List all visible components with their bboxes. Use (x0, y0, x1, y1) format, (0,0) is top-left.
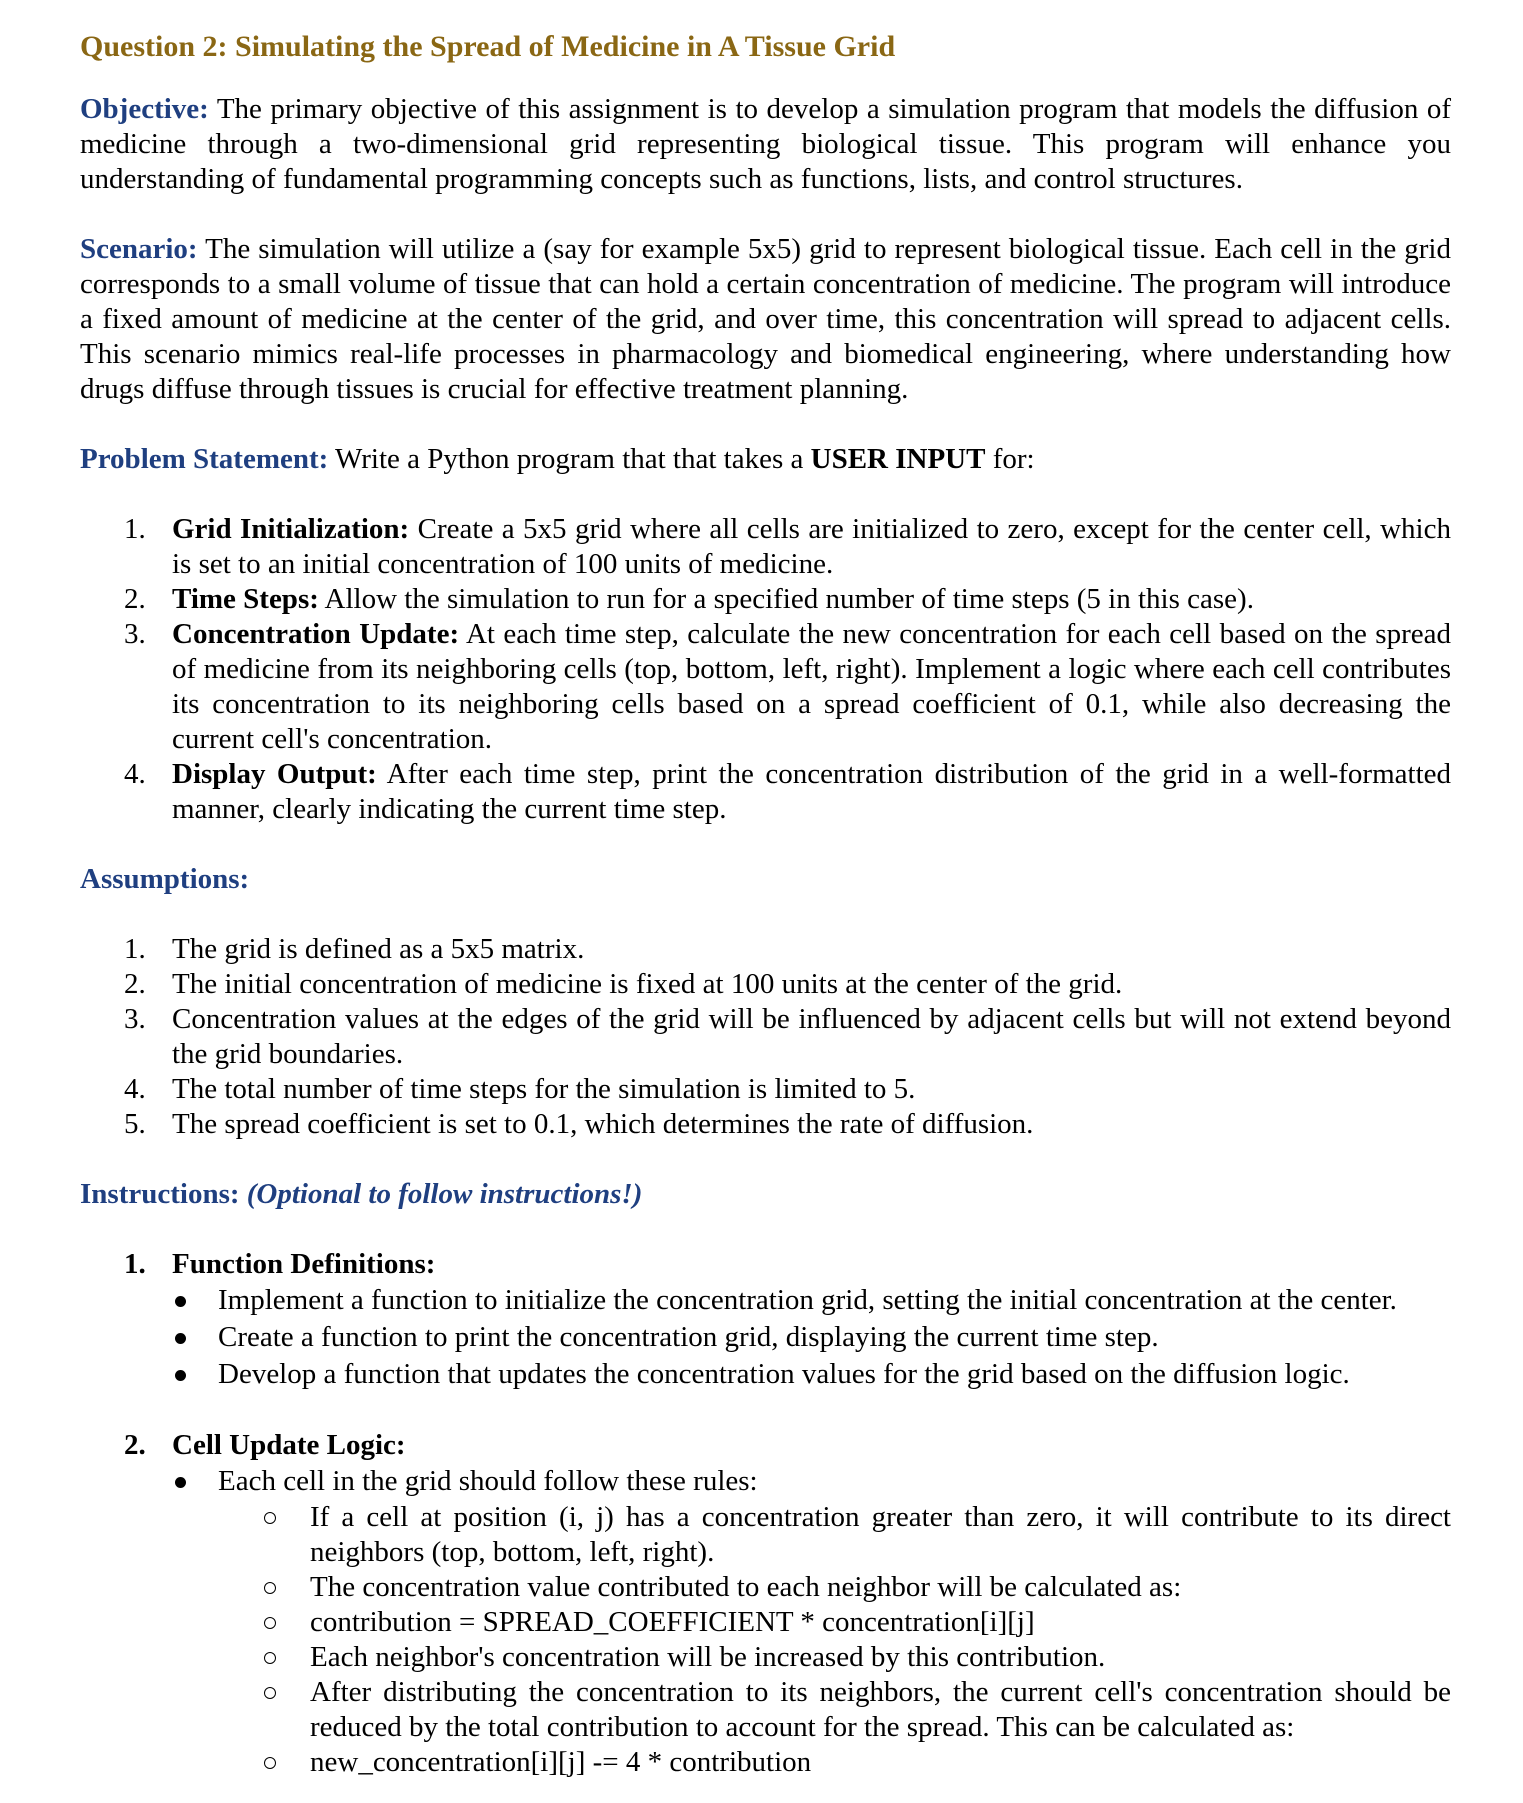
scenario-paragraph (80, 232, 1451, 407)
problem-statement-label: Problem Statement: (80, 443, 329, 475)
circle-bullet-icon (264, 1652, 276, 1664)
objective-label: Objective: (80, 93, 209, 125)
list-number: 3. (124, 618, 146, 650)
list-item (80, 582, 1451, 617)
list-number: 3. (124, 1003, 146, 1035)
requirement-text: At each time step, calculate the new concentration for each cell based on the spread of medicine from its neighboring cells (top, bottom, left, right). Implement a logic where each cell contributes its concentration to its neighboring cells based on a spread coefficient of 0.1, while also decreasing the current cell's concentration. (172, 618, 1451, 755)
function-definitions-bullets (80, 1282, 1451, 1393)
bullet-icon (175, 1370, 186, 1381)
requirement-term: Display Output: (172, 758, 377, 790)
requirement-text: After each time step, print the concentration distribution of the grid in a well-formatted manner, clearly indicating the current time step. (172, 758, 1451, 825)
rule-text: After distributing the concentration to its neighbors, the current cell's concentration should be reduced by the total contribution to account for the spread. This can be calculated as: (310, 1676, 1451, 1743)
section-number: 2. (124, 1429, 146, 1461)
list-item (80, 932, 1451, 967)
rule-text: If a cell at position (i, j) has a concentration greater than zero, it will contribute to its direct neighbors (top, bottom, left, right). (310, 1501, 1451, 1568)
cell-update-rules (80, 1500, 1451, 1780)
requirement-term: Time Steps: (172, 583, 319, 615)
assumption-text: The total number of time steps for the simulation is limited to 5. (172, 1073, 916, 1105)
question-title: Question 2: Simulating the Spread of Medicine in A Tissue Grid (80, 30, 896, 63)
circle-bullet-icon (264, 1512, 276, 1524)
assumption-text: The grid is defined as a 5x5 matrix. (172, 933, 585, 965)
instructions-heading (80, 1177, 1451, 1212)
rule-text: The concentration value contributed to each neighbor will be calculated as: (310, 1571, 1182, 1603)
section-title: Cell Update Logic: (172, 1429, 406, 1461)
requirement-term: Grid Initialization: (172, 513, 410, 545)
problem-statement-paragraph (80, 442, 1451, 477)
list-item (80, 1605, 1451, 1640)
bullet-icon (175, 1333, 186, 1344)
list-number: 1. (124, 513, 146, 545)
objective-text: The primary objective of this assignment is to develop a simulation program that models the diffusion of medicine through a two-dimensional grid representing biological tissue. This program will enhance you understanding of fundamental programming concepts such as functions, lists, and control structures. (80, 93, 1451, 195)
bullet-text: Develop a function that updates the concentration values for the grid based on the diffusion logic. (218, 1358, 1350, 1390)
instructions-section-function-definitions (80, 1247, 1451, 1393)
problem-statement-text-end: for: (985, 443, 1035, 475)
bullet-text: Create a function to print the concentration grid, displaying the current time step. (218, 1321, 1159, 1353)
problem-statement-text: Write a Python program that that takes a (328, 443, 811, 475)
list-item (80, 1463, 1451, 1500)
scenario-label: Scenario: (80, 233, 198, 265)
assumption-text: Concentration values at the edges of the grid will be influenced by adjacent cells but will not extend beyond the grid boundaries. (172, 1003, 1451, 1070)
bullet-icon (175, 1477, 186, 1488)
assumptions-heading (80, 862, 1451, 897)
instructions-section-cell-update-logic (80, 1428, 1451, 1780)
circle-bullet-icon (264, 1617, 276, 1629)
circle-bullet-icon (264, 1757, 276, 1769)
list-number: 4. (124, 758, 146, 790)
cell-update-bullets (80, 1463, 1451, 1500)
instructions-label: Instructions: (80, 1178, 240, 1210)
list-item (80, 1675, 1451, 1745)
list-item (80, 1282, 1451, 1319)
list-item (80, 757, 1451, 827)
rule-text: contribution = SPREAD_COEFFICIENT * concentration[i][j] (310, 1606, 1035, 1638)
assumption-text: The spread coefficient is set to 0.1, which determines the rate of diffusion. (172, 1108, 1034, 1140)
rule-text: new_concentration[i][j] -= 4 * contribution (310, 1746, 812, 1778)
bullet-icon (175, 1296, 186, 1307)
assumptions-label: Assumptions: (80, 863, 250, 895)
list-item (80, 1319, 1451, 1356)
bullet-text: Implement a function to initialize the concentration grid, setting the initial concentration at the center. (218, 1284, 1397, 1316)
section-heading (80, 1247, 1451, 1282)
list-number: 1. (124, 933, 146, 965)
requirement-text: Allow the simulation to run for a specified number of time steps (5 in this case). (318, 583, 1254, 615)
requirement-term: Concentration Update: (172, 618, 460, 650)
objective-paragraph (80, 92, 1451, 197)
assumptions-list (80, 932, 1451, 1142)
section-title: Function Definitions: (172, 1248, 436, 1280)
section-heading (80, 1428, 1451, 1463)
list-number: 4. (124, 1073, 146, 1105)
section-number: 1. (124, 1248, 146, 1280)
list-item (80, 512, 1451, 582)
bullet-text: Each cell in the grid should follow these rules: (218, 1465, 758, 1497)
problem-requirements-list (80, 512, 1451, 827)
list-item (80, 1500, 1451, 1570)
problem-statement-emphasis: USER INPUT (810, 443, 986, 475)
list-item (80, 1072, 1451, 1107)
list-item (80, 1002, 1451, 1072)
list-number: 2. (124, 583, 146, 615)
assumption-text: The initial concentration of medicine is fixed at 100 units at the center of the grid. (172, 968, 1123, 1000)
list-number: 5. (124, 1108, 146, 1140)
list-number: 2. (124, 968, 146, 1000)
list-item (80, 967, 1451, 1002)
circle-bullet-icon (264, 1687, 276, 1699)
instructions-note: (Optional to follow instructions!) (246, 1178, 643, 1210)
list-item (80, 1107, 1451, 1142)
list-item (80, 617, 1451, 757)
rule-text: Each neighbor's concentration will be increased by this contribution. (310, 1641, 1106, 1673)
list-item (80, 1745, 1451, 1780)
list-item (80, 1356, 1451, 1393)
list-item (80, 1640, 1451, 1675)
circle-bullet-icon (264, 1582, 276, 1594)
scenario-text: The simulation will utilize a (say for example 5x5) grid to represent biological tissue. Each cell in the grid corresponds to a small volume of tissue that can hold a certain concentration of medicine. The program will introduce a fixed amount of medicine at the center of the grid, and over time, this concentration will spread to adjacent cells. This scenario mimics real-life processes in pharmacology and biomedical engineering, where understanding how drugs diffuse through tissues is crucial for effective treatment planning. (80, 233, 1451, 405)
list-item (80, 1570, 1451, 1605)
requirement-text: Create a 5x5 grid where all cells are initialized to zero, except for the center cell, which is set to an initial concentration of 100 units of medicine. (172, 513, 1451, 580)
